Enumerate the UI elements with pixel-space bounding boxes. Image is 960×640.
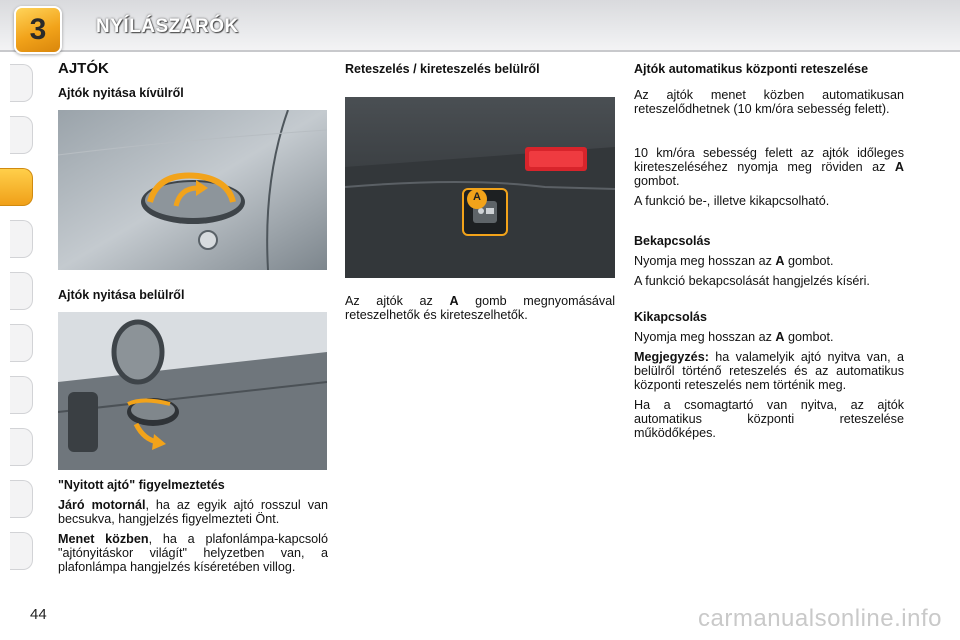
- engine-running-paragraph: [58, 498, 328, 526]
- button-ref: A: [775, 330, 785, 344]
- chapter-tab[interactable]: [10, 324, 33, 362]
- section-title: AJTÓK: [58, 60, 109, 77]
- inside-handle-photo: [58, 312, 327, 470]
- note-text: ha valamelyik ajtó nyitva van, a belülről történő reteszelés és az automatikus központi reteszelés nem történik meg.: [634, 350, 904, 392]
- watermark: carmanualsonline.info: [698, 605, 942, 632]
- moving-label: Menet közben: [58, 532, 149, 546]
- chapter-tabs: [0, 64, 34, 574]
- chapter-title: NYÍLÁSZÁRÓK: [96, 16, 239, 37]
- chapter-tab[interactable]: [10, 116, 33, 154]
- chapter-tab[interactable]: [10, 272, 33, 310]
- photo-callout-label: A: [473, 191, 481, 203]
- activation-heading: Bekapcsolás: [634, 234, 711, 248]
- moving-paragraph: [58, 532, 328, 574]
- chapter-tab[interactable]: [10, 376, 33, 414]
- chapter-tab[interactable]: [10, 64, 33, 102]
- door-warning-heading: "Nyitott ajtó" figyelmeztetés: [58, 478, 225, 492]
- note-label: Megjegyzés:: [634, 350, 709, 364]
- inside-opening-heading: Ajtók nyitása belülről: [58, 288, 185, 302]
- chapter-tab[interactable]: [10, 532, 33, 570]
- note-paragraph: [634, 350, 904, 392]
- auto-locking-p3: A funkció be-, illetve kikapcsolható.: [634, 194, 830, 208]
- text-part: gomb megnyomásával reteszelhetők és kireteszelhetők.: [345, 294, 615, 322]
- chapter-tab[interactable]: [10, 480, 33, 518]
- activation-p1: [634, 254, 904, 268]
- column-3: [634, 62, 904, 446]
- text-part: gombot.: [634, 174, 680, 188]
- text-part: gombot.: [784, 330, 834, 344]
- door-warning-section: [58, 478, 328, 580]
- inside-heading-block: [58, 288, 328, 308]
- outside-opening-heading: Ajtók nyitása kívülről: [58, 86, 184, 100]
- engine-running-label: Járó motornál: [58, 498, 146, 512]
- lock-unlock-heading: Reteszelés / kireteszelés belülről: [345, 62, 540, 76]
- chapter-badge: 3: [14, 6, 62, 54]
- auto-locking-p2: [634, 146, 904, 188]
- text-part: Az ajtók az: [345, 294, 450, 308]
- text-part: Nyomja meg hosszan az: [634, 330, 776, 344]
- activation-p2: A funkció bekapcsolását hangjelzés kíséri.: [634, 274, 870, 288]
- auto-locking-p1: Az ajtók menet közben automatikusan reteszelődhetnek (10 km/óra sebesség felett).: [634, 88, 904, 116]
- text-part: Nyomja meg hosszan az: [634, 254, 776, 268]
- outside-handle-photo: [58, 110, 327, 270]
- chapter-tab[interactable]: [10, 428, 33, 466]
- chapter-tab-active[interactable]: [0, 168, 33, 206]
- lock-unlock-text: [345, 294, 615, 328]
- text-part: gombot.: [784, 254, 834, 268]
- deactivation-p1: [634, 330, 904, 344]
- auto-locking-heading: Ajtók automatikus központi reteszelése: [634, 62, 869, 76]
- engine-running-text: , ha az egyik ajtó rosszul van becsukva, hangjelzés figyelmezteti Önt.: [58, 498, 328, 526]
- column-1: [58, 62, 328, 106]
- page-number: 44: [30, 606, 47, 623]
- moving-text: , ha a plafonlámpa-kapcsoló "ajtónyitáskor világít" helyzetben van, a plafonlámpa hangjelzés kíséretében villog.: [58, 532, 328, 574]
- text-part: 10 km/óra sebesség felett az ajtók időleges kireteszeléséhez nyomja meg röviden az: [634, 146, 904, 174]
- button-ref: A: [449, 294, 459, 308]
- chapter-tab[interactable]: [10, 220, 33, 258]
- trunk-paragraph: Ha a csomagtartó van nyitva, az ajtók automatikus központi reteszelése működőképes.: [634, 398, 904, 440]
- button-ref: A: [775, 254, 785, 268]
- column-2: [345, 62, 615, 82]
- button-ref: A: [894, 160, 904, 174]
- deactivation-heading: Kikapcsolás: [634, 310, 707, 324]
- lock-unlock-paragraph: [345, 294, 615, 322]
- lock-button-photo: [345, 97, 615, 278]
